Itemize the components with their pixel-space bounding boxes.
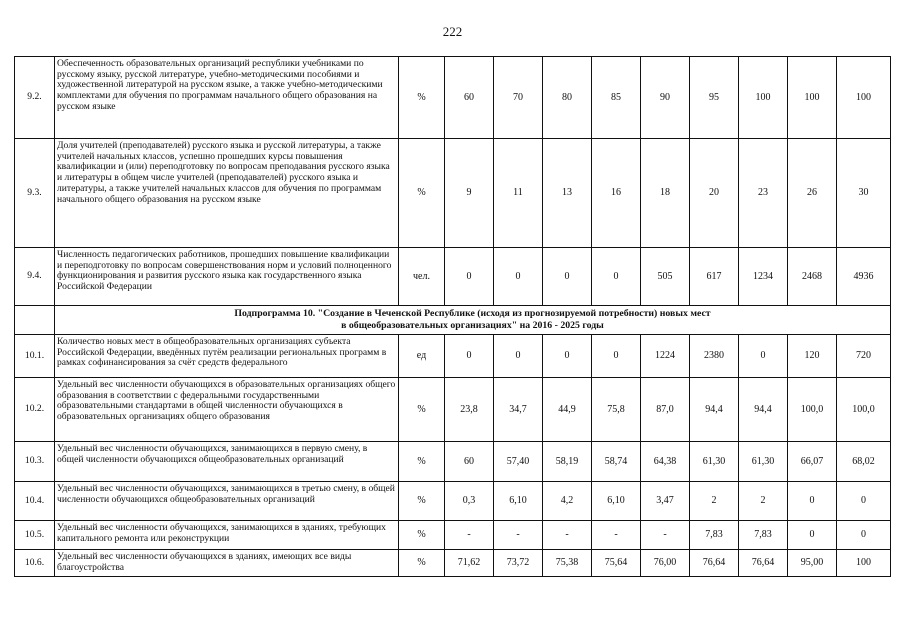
unit-cell: ед — [399, 335, 445, 378]
value-cell: 0 — [543, 248, 592, 306]
table-row — [15, 442, 891, 482]
subprogram-title-line-1: Подпрограмма 10. "Создание в Чеченской Республике (исходя из прогнозируемой потребности) новых мест — [234, 307, 711, 319]
indicator-description: Численность педагогических работников, прошедших повышение квалификации и переподготовку по вопросам совершенствования норм и условий полноценного функционирования и развития русского языка как государственного языка Российской Федерации — [55, 248, 399, 306]
value-cell: 95 — [690, 57, 739, 139]
value-cell: 4936 — [837, 248, 891, 306]
value-cell: 75,38 — [543, 550, 592, 577]
indicator-description: Удельный вес численности обучающихся в зданиях, имеющих все виды благоустройства — [55, 550, 399, 577]
row-number: 9.2. — [15, 57, 55, 139]
row-number: 10.3. — [15, 442, 55, 482]
row-number: 10.4. — [15, 482, 55, 521]
value-cell: 94,4 — [739, 378, 788, 442]
indicator-description: Доля учителей (преподавателей) русского языка и русской литературы, а также учителей начальных классов, успешно прошедших курсы повышения квалификации и (или) переподготовку по вопросам преподавания русского языка и литературы в общем числе учителей (преподавателей) русского языка и литературы, а также учителей начальных классов для обучения по программам начального общего образования на русском языке — [55, 139, 399, 248]
indicator-description: Обеспеченность образовательных организаций республики учебниками по русскому языку, русской литературе, учебно-методическими пособиями и художественной литературой на русском языке, а также учебно-методическими комплектами для обучения по программам начального общего образования на русском языке — [55, 57, 399, 139]
subprogram-header-row — [15, 306, 891, 335]
value-cell: 57,40 — [494, 442, 543, 482]
value-cell: - — [445, 521, 494, 550]
value-cell: 100 — [837, 57, 891, 139]
value-cell: 7,83 — [739, 521, 788, 550]
table-row — [15, 57, 891, 139]
value-cell: 617 — [690, 248, 739, 306]
row-number: 10.1. — [15, 335, 55, 378]
indicator-description: Удельный вес численности обучающихся, занимающихся в первую смену, в общей численности обучающихся общеобразовательных организаций — [55, 442, 399, 482]
value-cell: 76,64 — [739, 550, 788, 577]
value-cell: 73,72 — [494, 550, 543, 577]
value-cell: 94,4 — [690, 378, 739, 442]
subprogram-title-line-2: в общеобразовательных организациях" на 2016 - 2025 годы — [341, 320, 604, 331]
row-number: 10.5. — [15, 521, 55, 550]
row-number: 9.4. — [15, 248, 55, 306]
value-cell: 66,07 — [788, 442, 837, 482]
value-cell: - — [543, 521, 592, 550]
unit-cell: % — [399, 139, 445, 248]
subprogram-title — [55, 306, 891, 335]
value-cell: 70 — [494, 57, 543, 139]
value-cell: 75,8 — [592, 378, 641, 442]
value-cell: 34,7 — [494, 378, 543, 442]
value-cell: 30 — [837, 139, 891, 248]
value-cell: 1234 — [739, 248, 788, 306]
table-row — [15, 550, 891, 577]
value-cell: 23 — [739, 139, 788, 248]
value-cell: 0 — [837, 482, 891, 521]
value-cell: 23,8 — [445, 378, 494, 442]
indicator-description: Удельный вес численности обучающихся в образовательных организациях общего образования в соответствии с федеральными государственными образовательными стандартами в общей численности обучающихся в образовательных организациях общего образования — [55, 378, 399, 442]
value-cell: 0 — [788, 521, 837, 550]
value-cell: 3,47 — [641, 482, 690, 521]
value-cell: 64,38 — [641, 442, 690, 482]
table-row — [15, 378, 891, 442]
value-cell: 100 — [788, 57, 837, 139]
value-cell: 100,0 — [837, 378, 891, 442]
value-cell: 0 — [445, 248, 494, 306]
value-cell: 0 — [837, 521, 891, 550]
unit-cell: % — [399, 57, 445, 139]
value-cell: 7,83 — [690, 521, 739, 550]
value-cell: 2 — [739, 482, 788, 521]
value-cell: 18 — [641, 139, 690, 248]
value-cell: 505 — [641, 248, 690, 306]
value-cell: 6,10 — [592, 482, 641, 521]
value-cell: 720 — [837, 335, 891, 378]
value-cell: 16 — [592, 139, 641, 248]
value-cell: 2380 — [690, 335, 739, 378]
value-cell: - — [494, 521, 543, 550]
row-number: 9.3. — [15, 139, 55, 248]
value-cell: 95,00 — [788, 550, 837, 577]
indicator-description: Удельный вес численности обучающихся, занимающихся в зданиях, требующих капитального ремонта или реконструкции — [55, 521, 399, 550]
value-cell: 11 — [494, 139, 543, 248]
value-cell: 0 — [739, 335, 788, 378]
value-cell: 85 — [592, 57, 641, 139]
row-number: 10.6. — [15, 550, 55, 577]
value-cell: 80 — [543, 57, 592, 139]
indicator-description: Удельный вес численности обучающихся, занимающихся в третью смену, в общей численности обучающихся общеобразовательных организаций — [55, 482, 399, 521]
indicators-table — [14, 56, 891, 577]
value-cell: 6,10 — [494, 482, 543, 521]
value-cell: 90 — [641, 57, 690, 139]
value-cell: 0 — [592, 248, 641, 306]
table-row — [15, 521, 891, 550]
value-cell: 4,2 — [543, 482, 592, 521]
value-cell: 61,30 — [739, 442, 788, 482]
value-cell: 0 — [494, 248, 543, 306]
value-cell: 13 — [543, 139, 592, 248]
value-cell: 100 — [739, 57, 788, 139]
unit-cell: % — [399, 550, 445, 577]
value-cell: - — [592, 521, 641, 550]
value-cell: 20 — [690, 139, 739, 248]
value-cell: 26 — [788, 139, 837, 248]
value-cell: 61,30 — [690, 442, 739, 482]
value-cell: 0 — [445, 335, 494, 378]
indicator-description: Количество новых мест в общеобразовательных организациях субъекта Российской Федерации, введённых путём реализации региональных программ в рамках софинансирования за счёт средств федерального — [55, 335, 399, 378]
value-cell: 60 — [445, 442, 494, 482]
page-number: 222 — [442, 24, 463, 39]
table-row — [15, 248, 891, 306]
value-cell: 0 — [592, 335, 641, 378]
value-cell: 0 — [788, 482, 837, 521]
value-cell: 76,64 — [690, 550, 739, 577]
value-cell: 120 — [788, 335, 837, 378]
unit-cell: % — [399, 378, 445, 442]
table-row — [15, 335, 891, 378]
value-cell: 60 — [445, 57, 494, 139]
value-cell: 58,19 — [543, 442, 592, 482]
value-cell: 76,00 — [641, 550, 690, 577]
value-cell: 71,62 — [445, 550, 494, 577]
value-cell: 100 — [837, 550, 891, 577]
unit-cell: чел. — [399, 248, 445, 306]
value-cell: 9 — [445, 139, 494, 248]
value-cell: - — [641, 521, 690, 550]
value-cell: 0 — [494, 335, 543, 378]
value-cell: 87,0 — [641, 378, 690, 442]
value-cell: 0,3 — [445, 482, 494, 521]
value-cell: 2468 — [788, 248, 837, 306]
row-number: 10.2. — [15, 378, 55, 442]
table-row — [15, 139, 891, 248]
value-cell: 100,0 — [788, 378, 837, 442]
value-cell: 68,02 — [837, 442, 891, 482]
value-cell: 1224 — [641, 335, 690, 378]
value-cell: 58,74 — [592, 442, 641, 482]
value-cell: 44,9 — [543, 378, 592, 442]
empty-cell — [15, 306, 55, 335]
unit-cell: % — [399, 442, 445, 482]
value-cell: 2 — [690, 482, 739, 521]
value-cell: 0 — [543, 335, 592, 378]
unit-cell: % — [399, 482, 445, 521]
value-cell: 75,64 — [592, 550, 641, 577]
table-row — [15, 482, 891, 521]
unit-cell: % — [399, 521, 445, 550]
